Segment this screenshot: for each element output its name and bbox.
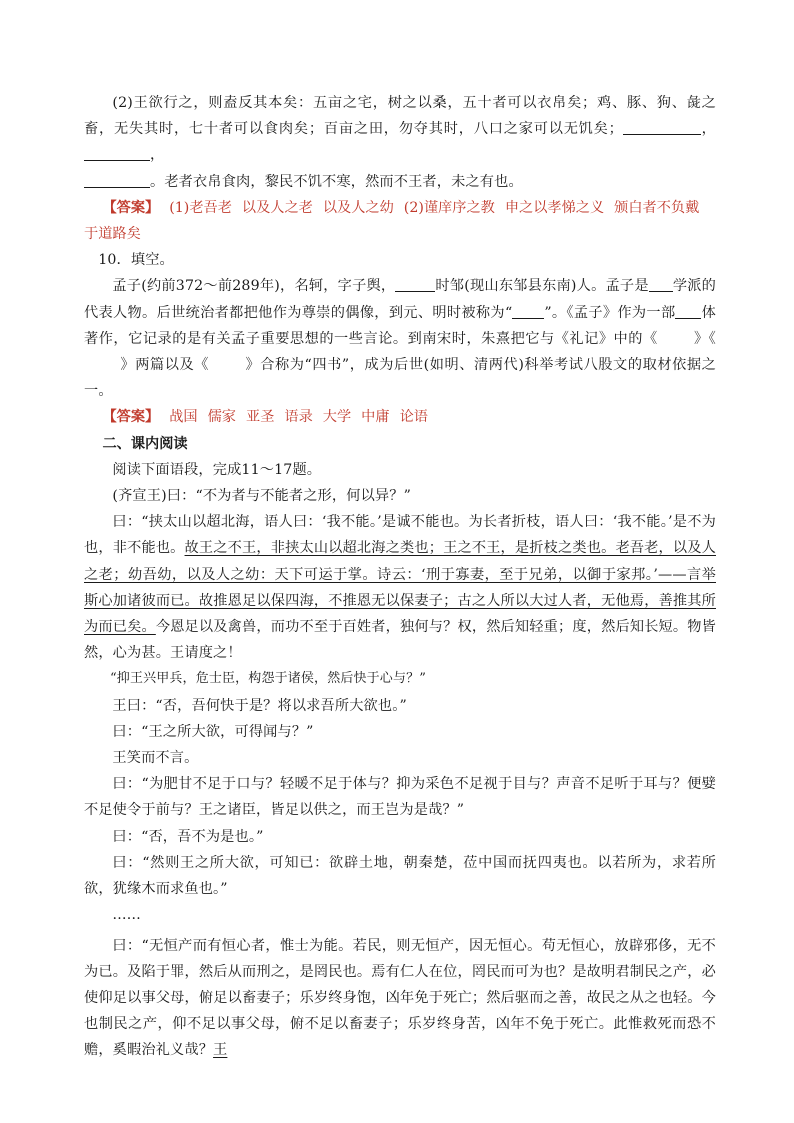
q10-title: 10．填空。 — [98, 252, 174, 269]
q10-text: 》合称为“四书”，成为后世(如明、清两代)科举考试八股文的取材依据之一。 — [84, 357, 716, 400]
underlined-passage: 王 — [213, 1042, 228, 1059]
q10-text: 。《孟子》作为一部 — [551, 304, 676, 321]
answer-9 — [84, 195, 716, 221]
q9-part2-paragraph — [84, 90, 716, 195]
passage-text: 今恩足以及禽兽，而功不至于百姓者，独何与？权，然后知轻重；度，然后知长短。物皆然，心为甚。王请度之！ — [84, 619, 716, 662]
section-title: 二、课内阅读 — [102, 435, 188, 452]
q9-part2-tail: 。老者衣帛食肉，黎民不饥不寒，然而不王者，未之有也。 — [150, 173, 523, 190]
answer-item: 亚圣 — [246, 409, 275, 426]
q10-paragraph — [84, 273, 716, 404]
passage-text: 曰：“挟太山以超北海，语人曰：‘我不能。’是诚不能也。为长者折枝，语人曰：‘我不能。’是不为也，非不能也。 — [84, 514, 716, 557]
q10-text: 孟子(约前372～前289年)，名轲，字子舆， — [112, 278, 396, 295]
fill-blank-title[interactable] — [512, 303, 544, 319]
q10-text: 体著作，它记录的是有关孟子重要思想的一些言论。到南宋时，朱熹把它与《礼记》中的《 — [84, 304, 716, 347]
fill-blank-2[interactable] — [84, 145, 150, 161]
answer-item: 以及人之老 — [241, 199, 313, 216]
passage-paragraph-1: (齐宣王)曰：“不为者与不能者之形，何以异？” — [112, 488, 411, 505]
passage-paragraph-8: 曰：“否，吾不为是也。” — [112, 828, 264, 845]
passage-paragraph-7: 曰：“为肥甘不足于口与？轻暖不足于体与？抑为采色不足视于目与？声音不足听于耳与？便嬖不足使令于前与？王之诸臣，皆足以供之，而王岂为是哉？” — [84, 776, 716, 819]
answer-tag: 【答案】 — [102, 199, 160, 216]
underlined-passage: 故王之不王，非挟太山以超北海之类也；王之不王，是折枝之类也。老吾老，以及人之老；幼吾幼，以及人之幼：天下可运于掌。诗云：‘刑于寡妻，至于兄弟，以御于家邦。’——言举斯心加诸彼而已。故推恩足以保四海，不推恩无以保妻子；古之人所以大过人者，无他焉，善推其所为而已矣。 — [84, 540, 716, 636]
q10-text: 》两篇以及《 — [120, 357, 210, 374]
answer-item: 于道路矣 — [84, 226, 141, 243]
q10-text: 时邹(现山东邹县东南)人。孟子是 — [435, 278, 649, 295]
passage-paragraph-2 — [84, 509, 716, 666]
passage-paragraph-9: 曰：“然则王之所大欲，可知已：欲辟土地，朝秦楚，莅中国而抚四夷也。以若所为，求若所欲，犹缘木而求鱼也。” — [84, 854, 716, 898]
separator: ， — [701, 121, 716, 138]
q10-text: 学派的代表人物。后世统治者都把他作为尊崇的偶像，到元、明时被称为 — [84, 278, 716, 321]
fill-blank-1[interactable] — [623, 119, 701, 135]
fill-blank-3[interactable] — [84, 172, 150, 188]
fill-blank-school[interactable] — [649, 276, 673, 292]
fill-blank-genre[interactable] — [675, 303, 701, 319]
document-page — [84, 90, 716, 1064]
answer-item: 战国 — [169, 409, 198, 426]
passage-paragraph-6: 王笑而不言。 — [112, 750, 199, 767]
separator: ， — [150, 147, 165, 164]
section-intro: 阅读下面语段，完成11～17题。 — [112, 461, 322, 478]
answer-item: 语录 — [284, 409, 313, 426]
answer-item: 儒家 — [207, 409, 236, 426]
passage-paragraph-5: 曰：“王之所大欲，可得闻与？” — [112, 723, 314, 740]
answer-item: 颁白者不负戴 — [614, 199, 700, 216]
answer-item: 中庸 — [361, 409, 390, 426]
fill-blank-dynasty[interactable] — [395, 276, 435, 292]
q9-part2-text: (2)王欲行之，则盍反其本矣：五亩之宅，树之以桑，五十者可以衣帛矣；鸡、豚、狗、彘之畜，无失其时，七十者可以食肉矣；百亩之田，勿夺其时，八口之家可以无饥矣； — [84, 95, 716, 138]
answer-item: 申之以孝悌之义 — [504, 199, 605, 216]
passage-text: 曰：“无恒产而有恒心者，惟士为能。若民，则无恒产，因无恒心。苟无恒心，放辟邪侈，无不为已。及陷于罪，然后从而刑之，是罔民也。焉有仁人在位，罔民而可为也？是故明君制民之产，必使仰足以事父母，俯足以畜妻子；乐岁终身饱，凶年免于死亡；然后驱而之善，故民之从之也轻。今也制民之产，仰不足以事父母，俯不足以畜妻子；乐岁终身苦，凶年不免于死亡。此惟救死而恐不赡，奚暇治礼义哉？ — [84, 937, 716, 1059]
answer-9-wrap — [84, 221, 716, 247]
passage-paragraph-10 — [84, 933, 716, 1064]
passage-paragraph-4: 王曰：“否，吾何快于是？将以求吾所大欲也。” — [112, 697, 407, 714]
answer-tag: 【答案】 — [102, 409, 160, 426]
answer-item: (1)老吾老 — [169, 199, 232, 216]
answer-item: 论语 — [399, 409, 428, 426]
q10-text: “ — [504, 304, 513, 321]
answer-10 — [84, 404, 716, 430]
q10-text: ” — [544, 304, 552, 321]
passage-ellipsis: …… — [112, 907, 141, 924]
answer-item: (2)谨庠序之教 — [403, 199, 495, 216]
answer-item: 大学 — [322, 409, 352, 426]
passage-paragraph-3: “抑王兴甲兵，危士臣，构怨于诸侯，然后快于心与？” — [110, 671, 427, 687]
q10-text: 》《 — [693, 330, 716, 347]
answer-item: 以及人之幼 — [322, 199, 394, 216]
